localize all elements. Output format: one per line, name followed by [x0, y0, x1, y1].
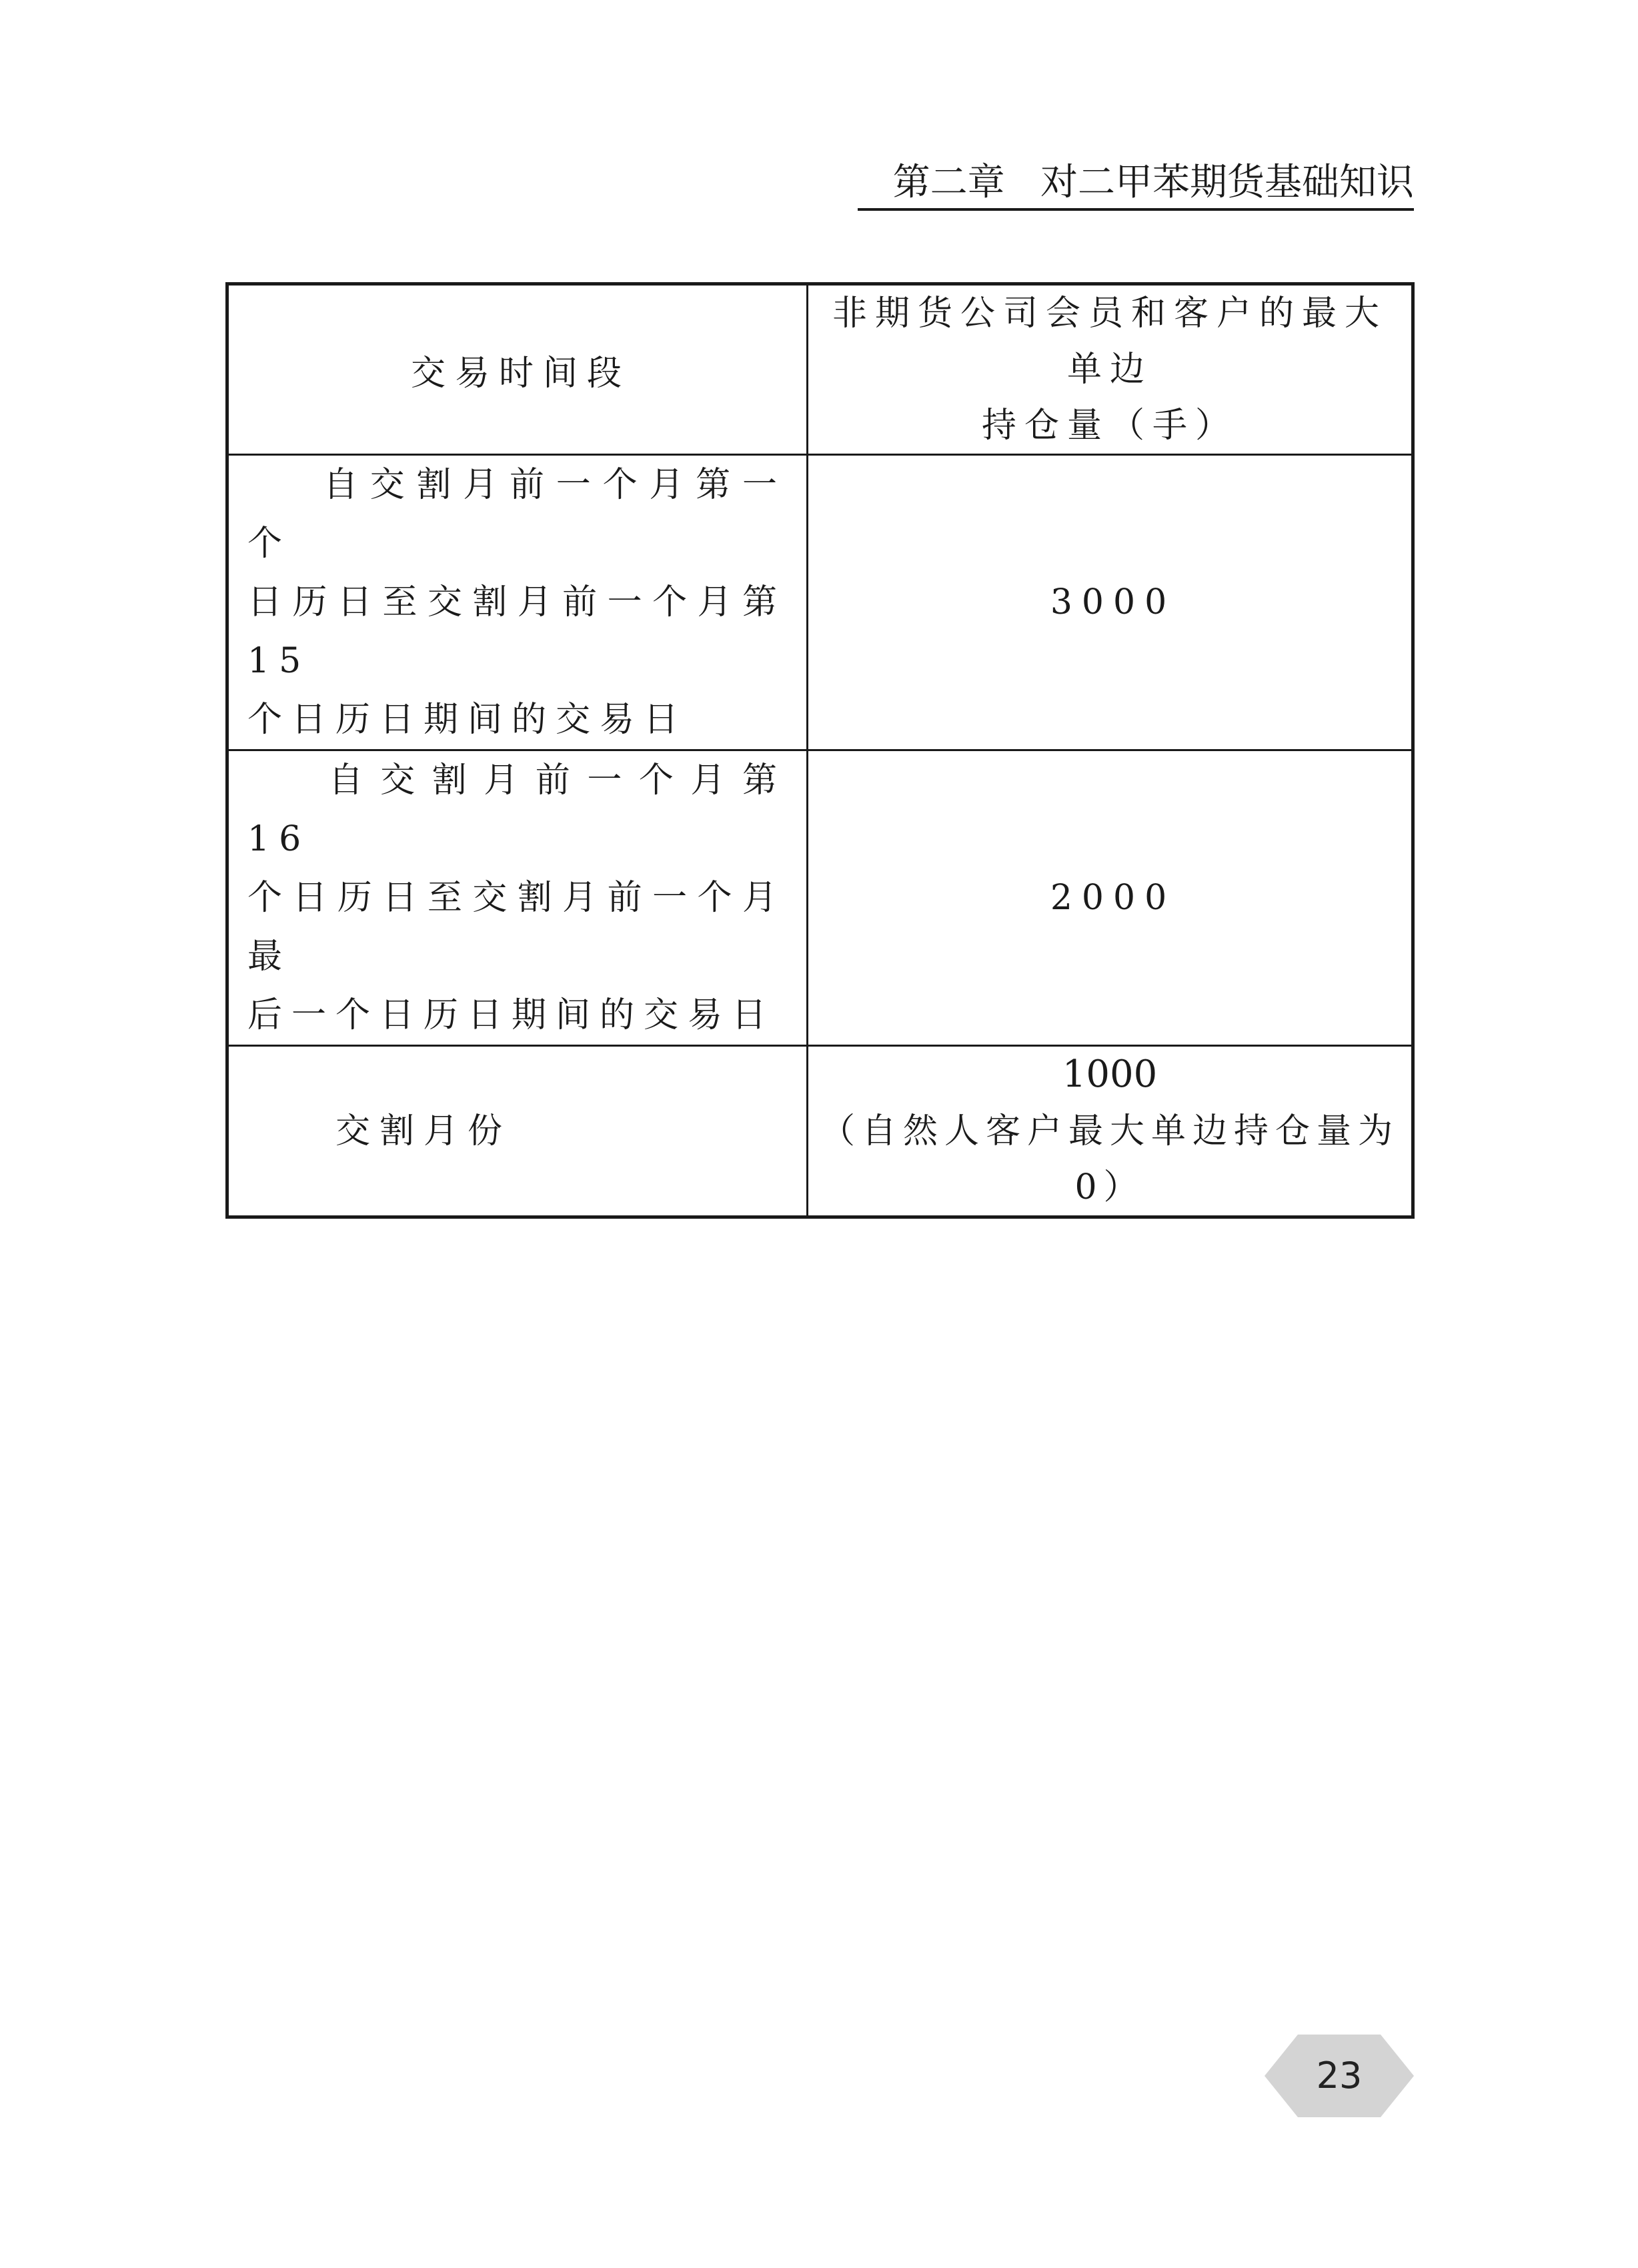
period-cell [227, 455, 808, 750]
position-limit-table [225, 282, 1415, 1219]
chapter-label: 第二章 [892, 161, 1005, 204]
period-line: 自交割月前一个月第一个 [247, 465, 786, 564]
limit-cell [808, 1046, 1413, 1217]
period-line: 后一个日历日期间的交易日 [247, 995, 776, 1035]
limit-note: （自然人客户最大单边持仓量为 0） [820, 1111, 1399, 1207]
period-column-header: 交易时间段 [227, 284, 808, 455]
page-number: 23 [1316, 2055, 1363, 2097]
table-row [227, 750, 1413, 1046]
running-header [858, 157, 1414, 211]
limit-value: 1000 [1062, 1053, 1158, 1096]
table-row [227, 1046, 1413, 1217]
period-line: 自交割月前一个月第 16 [247, 760, 786, 859]
period-cell: 交割月份 [227, 1046, 808, 1217]
table-header-row [227, 284, 1413, 455]
limit-cell: 3000 [808, 455, 1413, 750]
limit-cell: 2000 [808, 750, 1413, 1046]
period-line: 个日历日至交割月前一个月最 [247, 878, 786, 977]
chapter-title: 对二甲苯期货基础知识 [1040, 161, 1414, 204]
period-line: 个日历日期间的交易日 [247, 700, 688, 740]
limit-header-line1: 非期货公司会员和客户的最大单边 [832, 294, 1387, 390]
period-line: 日历日至交割月前一个月第 15 [247, 582, 786, 681]
period-cell [227, 750, 808, 1046]
limit-header-line2: 持仓量（手） [981, 406, 1238, 446]
table-row [227, 455, 1413, 750]
limit-column-header [808, 284, 1413, 455]
page-number-badge [1265, 2035, 1414, 2117]
